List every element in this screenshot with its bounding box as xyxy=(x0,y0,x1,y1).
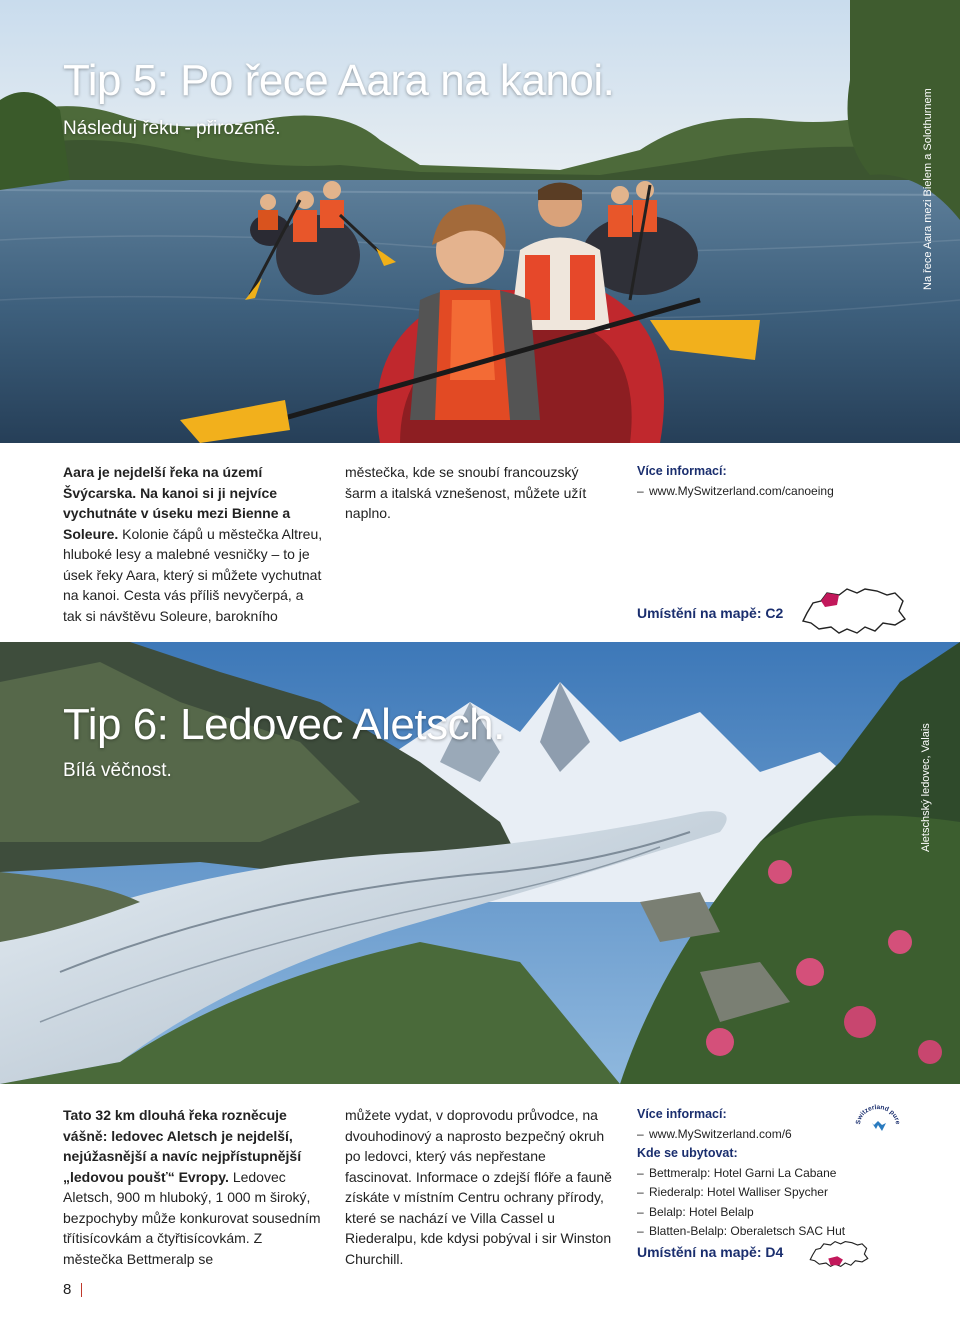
tip6-stay-item: – Blatten-Belalp: Oberaletsch SAC Hut xyxy=(637,1222,857,1242)
switzerland-map-icon xyxy=(799,585,909,642)
tip6-photo-caption: Aletschský ledovec, Valais xyxy=(920,723,932,852)
page-number: 8 xyxy=(63,1281,72,1298)
tip5-body: Kolonie čápů u městečka Altreu, hluboké lesy a malebné vesničky – to je úsek řeky Aara, který si můžete vychutnat na kanoi. Cesta vás příliš nevyčerpá, a tak si návštěvu Soleure, barokního xyxy=(63,525,323,624)
tip6-stay-heading: Kde se ubytovat: xyxy=(637,1146,738,1160)
tip6-title: Tip 6: Ledovec Aletsch. xyxy=(63,700,505,749)
tip6-column-2: můžete vydat, v doprovodu průvodce, na dvouhodinový a naprosto bezpečný okruh po ledovci, který vás nepřestane fascinovat. Informace o zdejší flóře a fauně získáte v místním Centru ochrany přírody, které se nachází ve Villa Cassel u Riederalpu, kde kdysi pobýval i sir Winston Churchill. xyxy=(345,1107,612,1267)
page-number-divider xyxy=(81,1283,82,1297)
tip5-lead: Aara je nejdelší řeka na území Švýcarska. Na kanoi si ji nejvíce vychutnáte v úseku mezi Bienne a Soleure. xyxy=(63,464,291,542)
tip6-subtitle: Bílá věčnost. xyxy=(63,760,172,781)
tip5-column-1 xyxy=(63,462,325,626)
tip6-info-box xyxy=(637,1105,857,1242)
tip6-stay-item: – Bettmeralp: Hotel Garni La Cabane xyxy=(637,1164,857,1184)
tip6-body: Ledovec Aletsch, 900 m hluboký, 1 000 m široký, bezpochyby může konkurovat sousedním třítisícovkám a čtyřtisícovkám. Z městečka Bettmeralp se xyxy=(63,1168,321,1267)
tip5-column-2: městečka, kde se snoubí francouzský šarm a italská vznešenost, můžete užít naplno. xyxy=(345,464,587,521)
tip5-photo-caption: Na řece Aara mezi Bielem a Solothurnem xyxy=(922,88,934,290)
tip5-map-location: Umístění na mapě: C2 xyxy=(637,605,784,621)
tip5-info-box xyxy=(637,462,867,501)
tip6-info-heading: Více informací: xyxy=(637,1107,727,1121)
tip5-title: Tip 5: Po řece Aara na kanoi. xyxy=(63,56,615,105)
tip5-subtitle: Následuj řeku - přirozeně. xyxy=(63,118,281,139)
switzerland-pure-logo xyxy=(854,1103,902,1144)
tip6-stay-item: – Riederalp: Hotel Walliser Spycher xyxy=(637,1183,857,1203)
tip6-column-1 xyxy=(63,1105,325,1269)
tip6-lead: Tato 32 km dlouhá řeka rozněcuje vášně: ledovec Aletsch je nejdelší, nejúžasnější a navíc nejpřístupnější „ledovou poušť“ Evropy. xyxy=(63,1107,302,1185)
svg-text:Switzerland pure: Switzerland pure xyxy=(854,1103,902,1125)
tip5-info-heading: Více informací: xyxy=(637,464,727,478)
tip6-map-location: Umístění na mapě: D4 xyxy=(637,1244,784,1260)
tip6-stay-item: – Belalp: Hotel Belalp xyxy=(637,1203,857,1223)
switzerland-map-icon xyxy=(808,1237,870,1276)
tip6-info-link[interactable]: – www.MySwitzerland.com/6 xyxy=(637,1125,857,1145)
tip5-info-link[interactable]: – www.MySwitzerland.com/canoeing xyxy=(637,482,867,502)
